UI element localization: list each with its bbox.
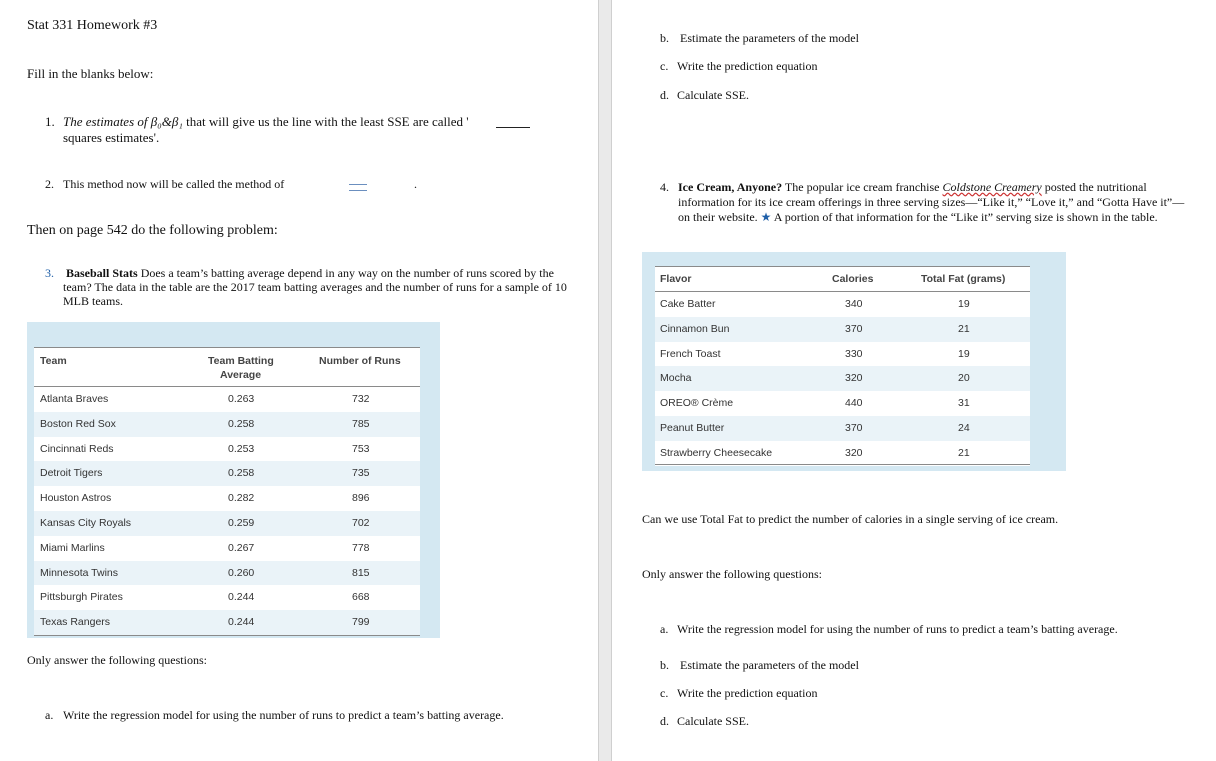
question-4-line-1 <box>678 180 1147 195</box>
baseball-table-cell-col-2: 0.263 <box>228 393 255 405</box>
baseball-table-cell-col-1: Minnesota Twins <box>40 566 119 579</box>
baseball-table-cell-col-1: Atlanta Braves <box>40 393 109 405</box>
icecream-table-cell-col-1: OREO® Crème <box>660 397 734 410</box>
icecream-table <box>655 266 1030 466</box>
baseball-table-cell-col-3: 785 <box>352 417 370 430</box>
icecream-table-row <box>655 416 1030 441</box>
header-team-batting: Team Batting <box>208 355 274 367</box>
baseball-table-row <box>34 585 420 610</box>
bottom-item-a-label: a. <box>660 622 669 636</box>
baseball-table-row <box>34 461 420 486</box>
question-1-number: 1. <box>45 114 55 129</box>
header-team: Team <box>40 355 67 367</box>
baseball-table-cell-col-2: 0.244 <box>228 591 255 604</box>
baseball-table-cell-col-3: 896 <box>352 492 370 505</box>
only-answer-left: Only answer the following questions: <box>27 653 207 667</box>
bottom-item-d-text: Calculate SSE. <box>677 714 749 728</box>
icecream-table-row <box>655 342 1030 367</box>
baseball-table-cell-col-2: 0.267 <box>228 541 255 554</box>
question-2-end-dot: . <box>414 177 417 191</box>
top-item-c-label: c. <box>660 59 669 73</box>
icecream-table-row <box>655 366 1030 391</box>
icecream-table-cell-col-3: 24 <box>958 422 970 434</box>
question-4-text-l3b: A portion of that information for the “Like it” serving size is shown in the table. <box>773 210 1158 224</box>
icecream-table-cell-col-1: Peanut Butter <box>660 422 725 434</box>
bottom-item-c-label: c. <box>660 686 669 700</box>
baseball-table-cell-col-3: 778 <box>352 541 370 554</box>
fill-blanks-instruction: Fill in the blanks below: <box>27 66 154 81</box>
baseball-table-cell-col-2: 0.244 <box>228 616 255 629</box>
icecream-table-cell-col-3: 19 <box>958 298 970 310</box>
bottom-item-b-label: b. <box>660 658 669 672</box>
icecream-table-cell-col-1: Strawberry Cheesecake <box>660 446 773 459</box>
question-3-line-1 <box>66 266 554 281</box>
icecream-table-cell-col-1: Mocha <box>660 372 692 385</box>
question-4-text-b: posted the nutritional <box>1044 180 1147 194</box>
baseball-table-row <box>34 536 420 561</box>
question-3-text-line-3: MLB teams. <box>63 294 123 308</box>
baseball-table-row <box>34 511 420 536</box>
icecream-table-cell-col-3: 21 <box>958 322 970 335</box>
icecream-table-cell-col-1: Cake Batter <box>660 298 716 310</box>
baseball-table-cell-col-3: 815 <box>352 566 370 579</box>
baseball-table-cell-col-2: 0.260 <box>228 566 255 579</box>
question-2-blank-field[interactable] <box>349 184 367 191</box>
icecream-table-cell-col-2: 370 <box>845 422 863 434</box>
question-1-symbols: β₀&β₁ <box>150 114 183 129</box>
question-4-line-3 <box>678 210 1158 225</box>
header-average: Average <box>220 369 262 381</box>
baseball-table <box>34 347 420 637</box>
question-1-line-1 <box>63 114 469 129</box>
icecream-table-cell-col-3: 20 <box>958 372 970 385</box>
question-4-brand: Coldstone Creamery <box>942 180 1042 194</box>
icecream-table-cell-col-1: Cinnamon Bun <box>660 322 730 335</box>
document-page-left <box>0 0 598 761</box>
baseball-table-cell-col-2: 0.258 <box>228 467 255 480</box>
can-we-question: Can we use Total Fat to predict the number of calories in a single serving of ice cream. <box>642 512 1059 526</box>
question-3-bold-title: Baseball Stats <box>66 266 138 280</box>
icecream-table-cell-col-3: 19 <box>958 347 970 360</box>
baseball-table-cell-col-3: 668 <box>352 591 370 604</box>
header-number-of-runs: Number of Runs <box>319 355 401 367</box>
icecream-table-cell-col-2: 320 <box>845 372 863 385</box>
baseball-table-cell-col-1: Boston Red Sox <box>40 417 116 430</box>
then-page-instruction: Then on page 542 do the following problem: <box>27 223 278 238</box>
icecream-table-cell-col-3: 21 <box>958 446 970 459</box>
baseball-table-cell-col-1: Pittsburgh Pirates <box>40 591 123 604</box>
baseball-table-cell-col-3: 799 <box>352 616 370 629</box>
document-page-right <box>612 0 1216 761</box>
bottom-item-b-text: Estimate the parameters of the model <box>680 658 859 672</box>
baseball-table-row <box>34 486 420 511</box>
baseball-table-cell-col-1: Kansas City Royals <box>40 517 132 529</box>
baseball-table-cell-col-1: Miami Marlins <box>40 541 105 554</box>
baseball-table-cell-col-3: 702 <box>352 517 370 529</box>
star-icon: ★ <box>760 210 772 224</box>
question-3-number: 3. <box>45 266 54 280</box>
baseball-table-bottom-rule <box>34 635 420 636</box>
icecream-table-cell-col-3: 31 <box>958 397 970 410</box>
baseball-table-row <box>34 561 420 586</box>
question-1-text-a: The estimates of <box>63 114 148 129</box>
question-3-text-line-2: team? The data in the table are the 2017 team batting averages and the number of runs for a sample of 10 <box>63 280 567 294</box>
baseball-table-cell-col-2: 0.253 <box>228 442 255 455</box>
question-1-text-b: that will give us the line with the least SSE are called ' <box>186 114 469 129</box>
baseball-table-cell-col-3: 732 <box>352 393 370 405</box>
question-2-number: 2. <box>45 177 54 191</box>
icecream-table-cell-col-2: 330 <box>845 347 863 360</box>
only-answer-right: Only answer the following questions: <box>642 567 822 581</box>
top-item-c-text: Write the prediction equation <box>677 59 818 73</box>
header-flavor: Flavor <box>660 273 692 285</box>
baseball-table-cell-col-1: Houston Astros <box>40 492 112 505</box>
header-calories: Calories <box>832 273 874 285</box>
question-4-text-l3a: on their website. <box>678 210 758 224</box>
question-4-bold-title: Ice Cream, Anyone? <box>678 180 783 194</box>
baseball-table-cell-col-2: 0.259 <box>228 517 255 529</box>
icecream-table-cell-col-2: 320 <box>845 446 863 459</box>
icecream-table-row <box>655 391 1030 416</box>
question-a-label-left: a. <box>45 708 54 722</box>
question-1-blank[interactable] <box>496 127 530 128</box>
baseball-table-cell-col-1: Cincinnati Reds <box>40 442 114 455</box>
icecream-table-cell-col-2: 370 <box>845 322 863 335</box>
icecream-table-header <box>655 266 1030 292</box>
baseball-table-header <box>34 347 420 387</box>
icecream-table-row <box>655 441 1030 466</box>
top-item-d-text: Calculate SSE. <box>677 88 749 102</box>
baseball-table-cell-col-1: Texas Rangers <box>40 616 111 629</box>
icecream-table-cell-col-2: 340 <box>845 298 863 310</box>
icecream-table-bottom-rule <box>655 464 1030 465</box>
icecream-table-cell-col-1: French Toast <box>660 347 721 360</box>
page-gutter <box>598 0 612 761</box>
question-2-text: This method now will be called the method of <box>63 177 285 191</box>
baseball-table-row <box>34 610 420 635</box>
question-1-line-2: squares estimates'. <box>63 130 160 145</box>
baseball-table-row <box>34 412 420 437</box>
baseball-table-cell-col-3: 735 <box>352 467 370 480</box>
icecream-table-row <box>655 292 1030 317</box>
top-item-b-text: Estimate the parameters of the model <box>680 31 859 45</box>
bottom-item-a-text: Write the regression model for using the number of runs to predict a team’s batting average. <box>677 622 1118 636</box>
icecream-table-row <box>655 317 1030 342</box>
baseball-table-row <box>34 387 420 412</box>
baseball-table-cell-col-1: Detroit Tigers <box>40 467 103 480</box>
baseball-table-cell-col-2: 0.258 <box>228 417 255 430</box>
question-4-line-2: information for its ice cream offerings in three serving sizes—“Like it,” “Love it,” and “Gotta Have it”— <box>678 195 1185 209</box>
icecream-table-cell-col-2: 440 <box>845 397 863 410</box>
top-item-d-label: d. <box>660 88 669 102</box>
homework-title: Stat 331 Homework #3 <box>27 18 158 33</box>
question-4-number: 4. <box>660 180 669 194</box>
bottom-item-c-text: Write the prediction equation <box>677 686 818 700</box>
baseball-table-cell-col-3: 753 <box>352 442 370 455</box>
baseball-table-row <box>34 437 420 462</box>
baseball-table-cell-col-2: 0.282 <box>228 492 255 505</box>
question-a-text-left: Write the regression model for using the number of runs to predict a team’s batting average. <box>63 708 504 722</box>
question-3-text-line-1: Does a team’s batting average depend in any way on the number of runs scored by the <box>140 266 554 280</box>
header-total-fat: Total Fat (grams) <box>921 273 1006 285</box>
bottom-item-d-label: d. <box>660 714 669 728</box>
top-item-b-label: b. <box>660 31 669 45</box>
question-4-text-a: The popular ice cream franchise <box>784 180 940 194</box>
